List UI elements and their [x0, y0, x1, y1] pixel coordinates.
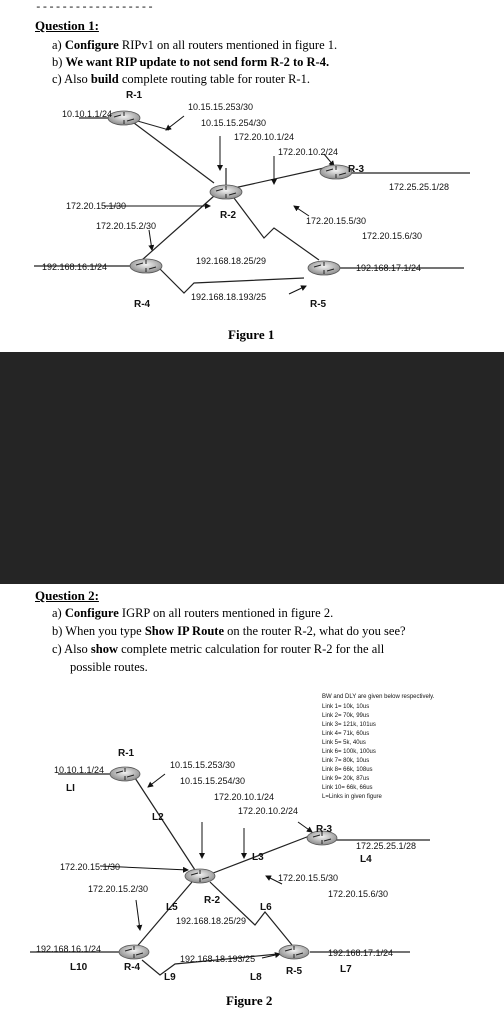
addr-r5-lan: 192.168.17.1/24 — [356, 263, 422, 273]
item-rest: on the router R-2, what do you see? — [224, 624, 406, 638]
note-link-10: Link 10= 66k, 66us — [322, 785, 373, 791]
item-prefix: c) Also — [52, 642, 91, 656]
router-r5-icon — [279, 945, 309, 959]
figure-2-network-diagram — [30, 690, 470, 980]
question-2-item-c-cont — [70, 660, 148, 675]
router-r2-label: R-2 — [204, 895, 221, 906]
note-legend: L=Links in given figure — [322, 794, 382, 800]
figure-1-caption: Figure 1 — [228, 327, 275, 342]
item-bold: show — [90, 642, 118, 656]
item-bold: build — [90, 72, 119, 86]
link-tag-l3: L3 — [252, 852, 264, 863]
addr-r5-lan: 192.168.17.1/24 — [328, 948, 394, 958]
addr-r3-lan: 172.25.25.1/28 — [389, 182, 450, 192]
addr-r1-lan: 10.10.1.1/24 — [62, 109, 113, 119]
addr-r2-wan5: 192.168.18.25/29 — [176, 916, 247, 926]
note-link-7: Link 7= 80k, 10us — [322, 758, 370, 764]
note-link-2: Link 2= 70k, 99us — [322, 713, 370, 719]
router-r1-icon — [108, 111, 140, 125]
router-r5-label: R-5 — [310, 299, 327, 310]
note-link-4: Link 4= 71k, 60us — [322, 731, 370, 737]
question-1-title: Question 1: — [35, 18, 99, 33]
question-2-section — [0, 584, 504, 1024]
item-rest: RIPv1 on all routers mentioned in figure 1. — [118, 38, 338, 52]
router-r4-icon — [130, 259, 162, 273]
router-r2-icon — [185, 869, 215, 883]
item-rest: complete routing table for router R-1. — [118, 72, 310, 86]
question-1-section — [0, 0, 504, 352]
question-2-item-a — [52, 606, 333, 621]
item-prefix: b) When you type — [52, 624, 145, 638]
question-1-item-b — [52, 55, 329, 70]
router-r2-label: R-2 — [220, 210, 237, 221]
addr-r4-lan: 192.168.16.1/24 — [42, 262, 108, 272]
item-prefix: a) — [52, 606, 65, 620]
router-r2-icon — [210, 185, 242, 199]
link-tag-l5: L5 — [166, 902, 178, 913]
addr-r2-wan5: 192.168.18.25/29 — [196, 256, 267, 266]
link-tag-l7: L7 — [340, 964, 352, 975]
addr-r1-wan1: 10.15.15.253/30 — [188, 102, 254, 112]
figure-1-network-diagram — [34, 88, 470, 320]
item-rest: complete metric calculation for router R-2 for the all — [117, 642, 385, 656]
router-r1-label: R-1 — [118, 748, 135, 759]
addr-r2-wan1: 10.15.15.254/30 — [180, 776, 246, 786]
item-bold: We want RIP update to not send form R-2 to R-4. — [65, 55, 330, 69]
router-r3-label: R-3 — [348, 164, 365, 175]
router-r4-icon — [119, 945, 149, 959]
separator-line: ------------------ — [35, 2, 154, 14]
addr-r2-wan4: 172.20.15.2/30 — [96, 221, 157, 231]
addr-r5-wan3: 172.20.15.6/30 — [362, 231, 423, 241]
link-tag-l4: L4 — [360, 854, 372, 865]
item-rest: IGRP on all routers mentioned in figure 2. — [118, 606, 334, 620]
question-2-title: Question 2: — [35, 588, 99, 603]
addr-r2-wan3: 172.20.15.5/30 — [306, 216, 367, 226]
router-r3-label: R-3 — [316, 824, 333, 835]
item-prefix: b) — [52, 55, 66, 69]
item-prefix: c) Also — [52, 72, 91, 86]
question-1-item-c — [52, 72, 310, 87]
question-2-item-c — [52, 642, 384, 657]
item-bold: Configure — [64, 38, 119, 52]
addr-r3-eth: 172.20.10.2/24 — [238, 806, 299, 816]
note-link-6: Link 6= 100k, 100us — [322, 749, 376, 755]
question-1-item-a — [52, 38, 337, 53]
link-tag-l10: L10 — [70, 962, 88, 973]
link-tag-l9: L9 — [164, 972, 176, 980]
item-prefix: possible routes. — [70, 660, 148, 674]
router-r5-icon — [308, 261, 340, 275]
note-link-3: Link 3= 121k, 101us — [322, 722, 376, 728]
addr-r4-wan: 172.20.15.1/30 — [66, 201, 127, 211]
link-tag-l8: L8 — [250, 972, 262, 980]
note-link-8: Link 8= 66k, 108us — [322, 767, 373, 773]
note-title: BW and DLY are given below respectively. — [322, 694, 435, 700]
addr-r1-lan: 10.10.1.1/24 — [54, 765, 105, 775]
router-r1-icon — [110, 767, 140, 781]
router-r1-label: R-1 — [126, 90, 143, 101]
note-link-1: Link 1= 10k, 10us — [322, 704, 370, 710]
addr-r2-eth: 172.20.10.1/24 — [214, 792, 275, 802]
addr-r5-wan3: 172.20.15.6/30 — [328, 889, 389, 899]
note-link-9: Link 9= 20k, 87us — [322, 776, 370, 782]
addr-r3-lan: 172.25.25.1/28 — [356, 841, 417, 851]
addr-r1-wan1: 10.15.15.253/30 — [170, 760, 236, 770]
link-tag-l6: L6 — [260, 902, 272, 913]
item-prefix: a) — [52, 38, 65, 52]
addr-r5-wan2: 192.168.18.193/25 — [191, 292, 267, 302]
addr-r4-lan: 192.168.16.1/24 — [36, 944, 102, 954]
note-link-5: Link 5= 5k, 40us — [322, 740, 366, 746]
addr-r2-eth: 172.20.10.1/24 — [234, 132, 295, 142]
figure-background — [30, 690, 470, 980]
link-tag-l1: LI — [66, 783, 75, 794]
link-tag-l2: L2 — [152, 812, 164, 823]
router-r4-label: R-4 — [134, 299, 151, 310]
question-2-item-b — [52, 624, 406, 639]
addr-r4-wan: 172.20.15.1/30 — [60, 862, 121, 872]
item-bold: Configure — [64, 606, 119, 620]
router-r4-label: R-4 — [124, 962, 141, 973]
addr-r2-wan3: 172.20.15.5/30 — [278, 873, 339, 883]
addr-r2-wan4: 172.20.15.2/30 — [88, 884, 149, 894]
addr-r5-wan2: 192.168.18.193/25 — [180, 954, 256, 964]
addr-r3-eth: 172.20.10.2/24 — [278, 147, 339, 157]
figure-2-caption: Figure 2 — [226, 993, 273, 1008]
item-bold: Show IP Route — [144, 624, 224, 638]
addr-r2-wan1: 10.15.15.254/30 — [201, 118, 267, 128]
router-r5-label: R-5 — [286, 966, 303, 977]
